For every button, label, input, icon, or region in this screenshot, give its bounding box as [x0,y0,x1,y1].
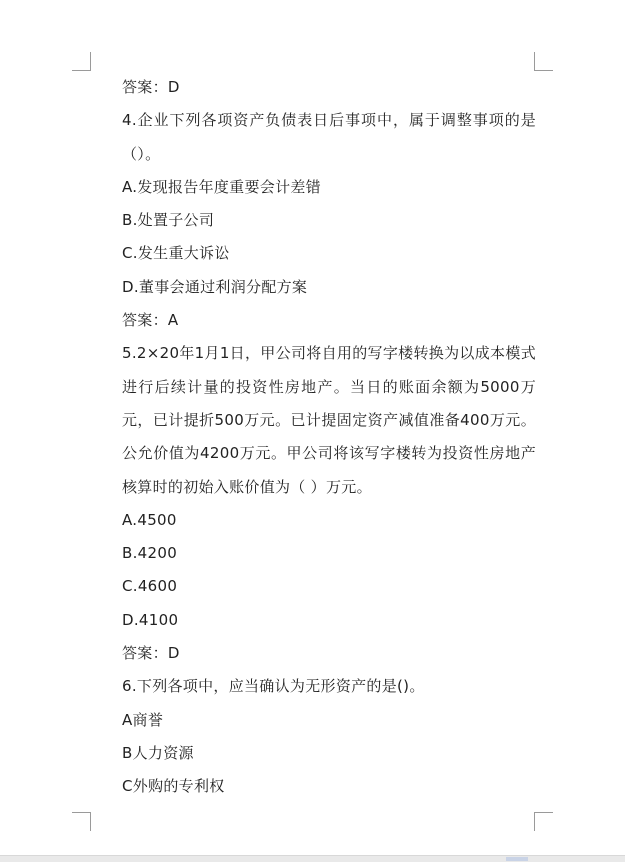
answer-line: 答案：D [122,78,180,96]
option-line: C外购的专利权 [122,777,225,796]
answer-line: 答案：A [122,311,179,330]
option-line: B.处置子公司 [122,211,215,230]
option-line: D.4100 [122,610,179,629]
question-4: 4.企业下列各项资产负债表日后事项中，属于调整事项的是（）。 [122,111,536,163]
answer-line: 答案：D [122,644,180,663]
option-line: C.发生重大诉讼 [122,244,230,263]
option-line: C.4600 [122,577,178,596]
option-line: D.董事会通过利润分配方案 [122,277,308,296]
margin-mark-bottom-left [72,812,91,831]
option-line: B.4200 [122,544,178,563]
margin-mark-top-right [534,52,553,71]
scroll-indicator [506,857,528,861]
question-6: 6.下列各项中，应当确认为无形资产的是()。 [122,677,425,696]
margin-mark-top-left [72,52,91,71]
margin-mark-bottom-right [534,812,553,831]
option-line: A.4500 [122,510,177,529]
question-5: 5.2×20年1月1日，甲公司将自用的写字楼转换为以成本模式进行后续计量的投资性房地产。当日的账面余额为5000万元，已计提折500万元。已计提固定资产减值准备400万元。公允价值为4200万元。甲公司将该写字楼转为投资性房地产核算时的初始入账价值为（ ）万元。 [122,344,536,496]
document-body [91,71,536,804]
option-line: A.发现报告年度重要会计差错 [122,177,321,196]
option-line: B人力资源 [122,743,194,762]
option-line: A商誉 [122,710,164,729]
